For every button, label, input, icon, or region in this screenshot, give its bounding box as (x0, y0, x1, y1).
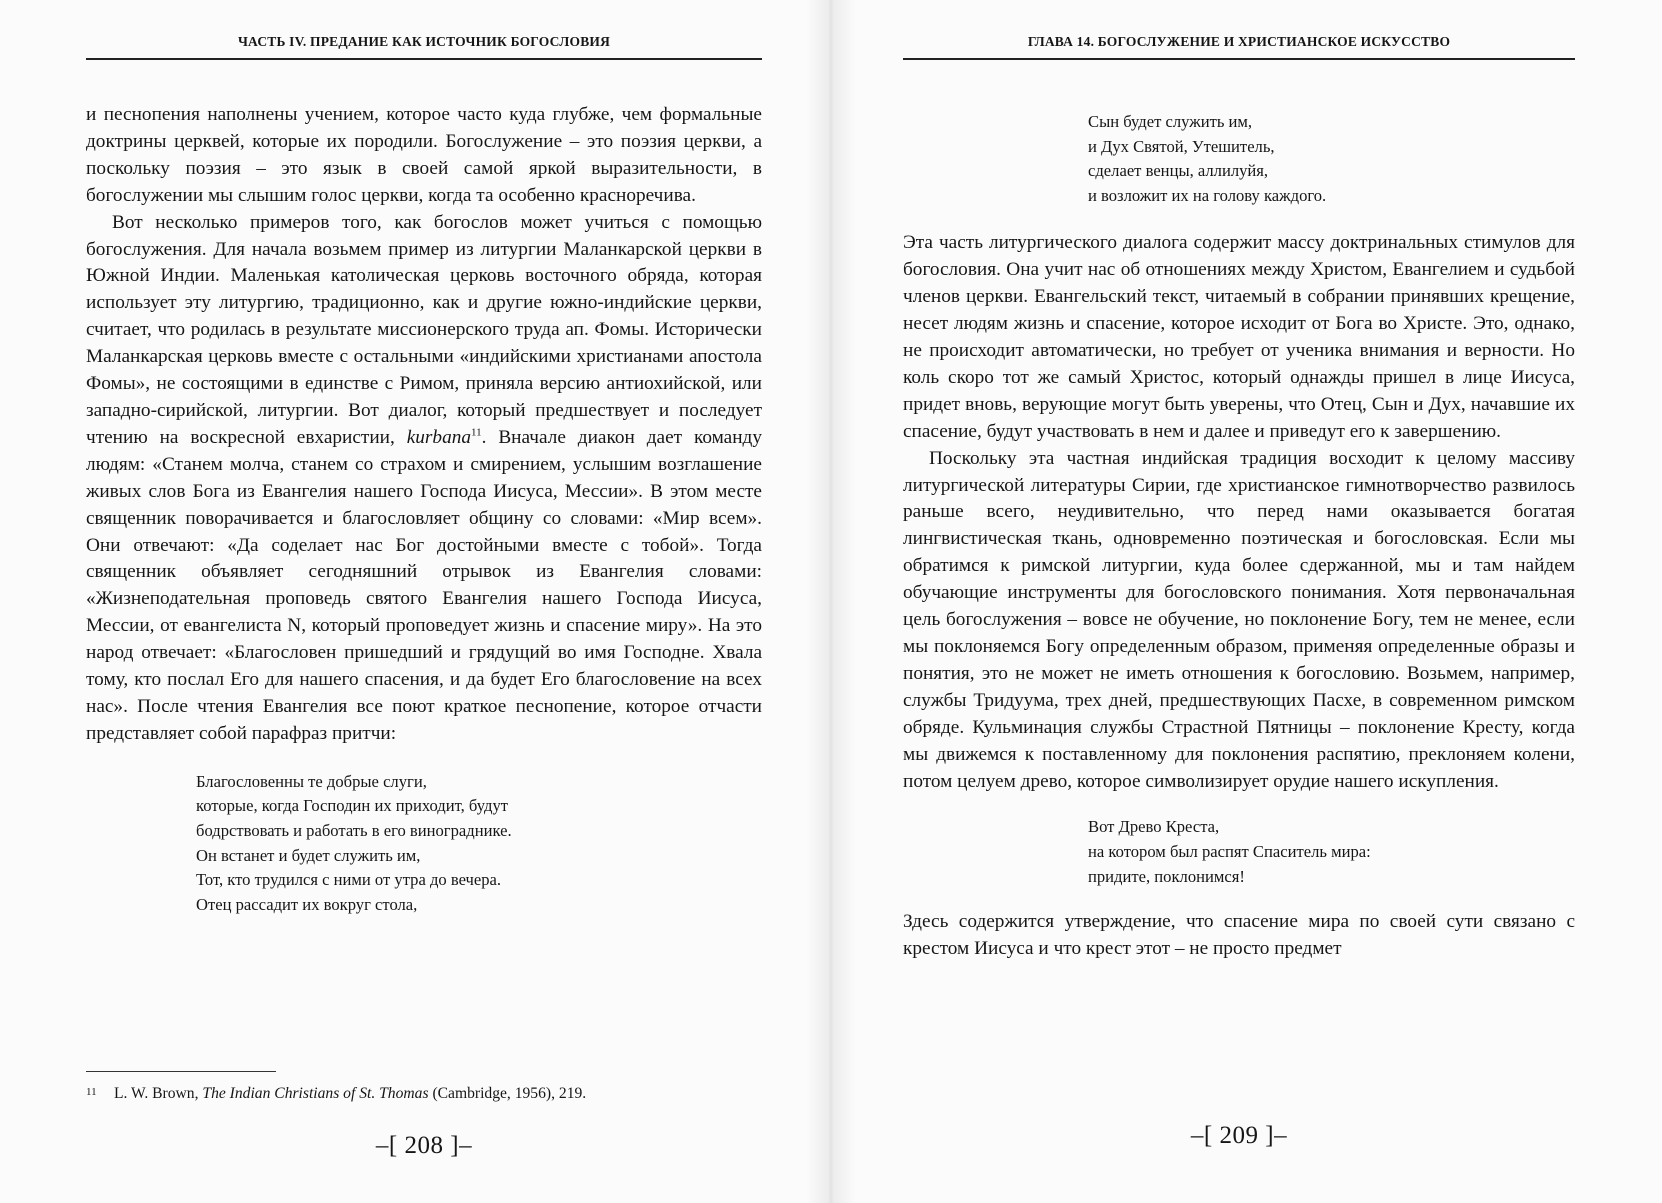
left-verse-block (196, 770, 762, 918)
verse-line: которые, когда Господин их приходит, будут (196, 796, 508, 816)
verse-line: Он встанет и будет служить им, (196, 845, 421, 865)
verse-line: Сын будет служить им, (1088, 112, 1253, 131)
footnote-author: L. W. Brown, (114, 1085, 199, 1102)
kurbana-term: kurbana (406, 426, 471, 448)
left-paragraph-1: и песнопения наполнены учением, которое часто куда глубже, чем формальные доктрины церквей, которые их породили. Богослужение – это поэзия церкви, а поскольку поэзия – это язык в своей самой яркой выразительности, в богослужении мы слышим голос церкви, когда та особенно красноречива. (86, 104, 762, 206)
verse-line: Вот Древо Креста, (1088, 817, 1220, 837)
right-running-head: ГЛАВА 14. БОГОСЛУЖЕНИЕ И ХРИСТИАНСКОЕ ИСКУССТВО (1027, 34, 1451, 49)
right-head-rule (903, 58, 1575, 60)
verse-line: Благословенны те добрые слуги, (196, 771, 427, 791)
left-paragraph-2-text: Вот несколько примеров того, как богослов может учиться с помощью богослужения. Для начала возьмем пример из литургии Маланкарской церкви в Южной Индии. Маленькая католическая церковь восточного обряда, которая использует эту литургию, традиционно, как и другие южно-индийские церкви, считает, что родилась в результате миссионерского труда ап. Фомы. Исторически Маланкарская церковь вместе с остальными «индийскими христианами апостола Фомы», не состоящими в единстве с Римом, приняла версию антиохийской, или западно-сирийской, литургии. Вот диалог, который предшествует и последует чтению на воскресной евхаристии, (86, 211, 762, 448)
verse-line: придите, поклонимся! (1088, 866, 1245, 886)
verse-line: и возложит их на голову каждого. (1088, 185, 1327, 205)
verse-line: Отец рассадит их вокруг стола, (196, 894, 418, 914)
footnote-number: 11 (86, 1086, 97, 1098)
right-verse-bottom (1088, 815, 1575, 889)
footnote (86, 1082, 762, 1104)
right-page (903, 0, 1575, 1203)
verse-line: сделает венцы, аллилуйя, (1088, 161, 1269, 181)
verse-line: на котором был распят Спаситель мира: (1088, 842, 1371, 861)
left-page-body (86, 102, 762, 917)
left-paragraph-2-cont: Вначале диакон дает команду людям: «Станем молча, станем со страхом и смирением, услышим возглашение живых слов Бога из Евангелия нашего Господа Иисуса, Мессии». В этом месте священник поворачивается и благословляет общину со словами: «Мир всем». Они отвечают: «Да соделает нас Бог достойными вместе с тобой». Тогда священник объявляет сегодняшний отрывок из Евангелия словами: «Жизнеподательная проповедь святого Евангелия нашего Господа Иисуса, Мессии, от евангелиста N, который проповедует жизнь и спасение миру». На это народ отвечает: «Благословен пришедший и грядущий во имя Господне. Хвала тому, кто послал Его для нашего спасения, и да будет Его благословение на всех нас». После чтения Евангелия все поют краткое песнопение, которое отчасти представляет собой парафраз притчи: (86, 426, 763, 744)
footnote-rule (86, 1071, 276, 1072)
right-final-paragraph: Здесь содержится утверждение, что спасение мира по своей сути связано с крестом Иисуса и что крест этот – не просто предмет (903, 911, 1575, 960)
footnote-rest: (Cambridge, 1956), 219. (432, 1085, 587, 1102)
right-page-body (903, 110, 1575, 963)
right-paragraph-2: Поскольку эта частная индийская традиция восходит к целому массиву литургической литературы Сирии, где христианское гимнотворчество развилось раньше всего, неудивительно, что перед нами оказывается богатая лингвистическая ткань, одновременно поэтическая и богословская. Если мы обратимся к римской литургии, куда более сдержанной, мы и там найдем обучающие инструменты для богословского понимания. Хотя первоначальная цель богослужения – вовсе не обучение, но поклонение Богу, тем не менее, если мы поклоняемся Богу определенным образом, применяя определенные образы и понятия, это не может не иметь отношения к богословию. Возьмем, например, службы Тридуума, трех дней, предшествующих Пасхе, в современном римском обряде. Кульминация службы Страстной Пятницы – поклонение Кресту, когда мы движемся к поставленному для поклонения распятию, преклоняем колени, потом целуем древо, которое символизирует орудие нашего искупления. (903, 447, 1575, 792)
right-paragraph-1: Эта часть литургического диалога содержит массу доктринальных стимулов для богословия. Она учит нас об отношениях между Христом, Евангелием и судьбой членов церкви. Евангельский текст, читаемый в собрании принявших крещение, несет людям жизнь и спасение, которое исходит от Бога во Христе. Это, однако, не происходит автоматически, но требует от ученика внимания и верности. Но коль скоро тот же самый Христос, который однажды пришел в лице Иисуса, придет вновь, верующие могут быть уверены, что Отец, Сын и Дух, начавшие их спасение, будут участвовать в нем и далее и приведут его к завершению. (903, 232, 1575, 442)
verse-line: и Дух Святой, Утешитель, (1088, 136, 1275, 156)
footnote-ref: 11 (471, 426, 482, 439)
left-page (86, 0, 762, 1203)
left-head-rule (86, 58, 762, 60)
book-gutter (806, 0, 856, 1203)
right-folio: –[ 209 ]– (1190, 1122, 1288, 1149)
left-running-head: ЧАСТЬ IV. ПРЕДАНИЕ КАК ИСТОЧНИК БОГОСЛОВИЯ (237, 34, 611, 49)
verse-line: бодрствовать и работать в его винограднике. (196, 820, 512, 840)
footnote-title: The Indian Christians of St. Thomas (202, 1085, 429, 1102)
right-verse-top (1088, 110, 1575, 208)
verse-line: Тот, кто трудился с ними от утра до вечера. (196, 870, 502, 890)
left-paragraph-2: Вот несколько примеров того, как богослов может учиться с помощью богослужения. Для начала возьмем пример из литургии Маланкарской церкви в Южной Индии. Маленькая католическая церковь восточного обряда, которая использует эту литургию, традиционно, как и другие южно-индийские церкви, считает, что родилась в результате миссионерского труда ап. Фомы. Исторически Маланкарская церковь вместе с остальными «индийскими христианами апостола Фомы», не состоящими в единстве с Римом, приняла версию антиохийской, или западно-сирийской, литургии. Вот диалог, который предшествует и последует чтению на воскресной евхаристии, kurbana$^{11}$. Вначале диакон дает команду людям: «Станем молча, станем со страхом и смирением, услышим возглашение живых слов Бога из Евангелия нашего Господа Иисуса, Мессии». В этом месте священник поворачивается и благословляет общину со словами: «Мир всем». Они отвечают: «Да соделает нас Бог достойными вместе с тобой». Тогда священник объявляет сегодняшний отрывок из Евангелия словами: «Жизнеподательная проповедь святого Евангелия нашего Господа Иисуса, Мессии, от евангелиста N, который проповедует жизнь и спасение миру». На это народ отвечает: «Благословен пришедший и грядущий во имя Господне. Хвала тому, кто послал Его для нашего спасения, и да будет Его благословение на всех нас». После чтения Евангелия все поют краткое песнопение, которое отчасти представляет собой парафраз притчи: (86, 211, 763, 744)
left-folio: –[ 208 ]– (375, 1132, 473, 1159)
